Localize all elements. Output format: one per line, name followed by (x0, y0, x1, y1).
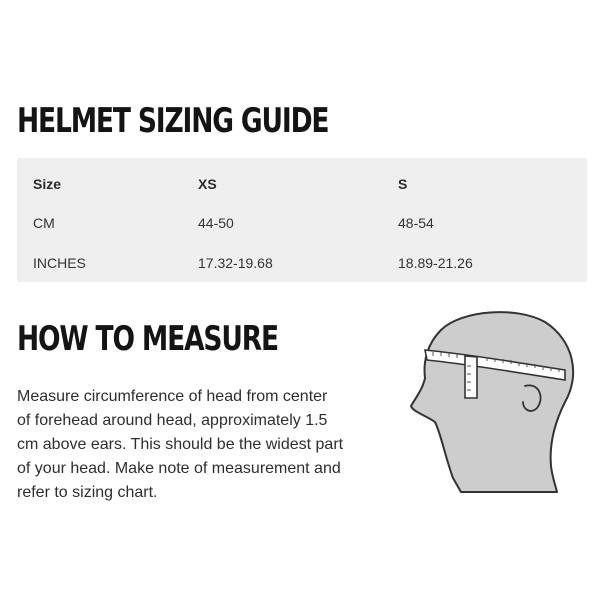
how-to-measure-title: HOW TO MEASURE (17, 319, 278, 359)
instruction-line: of forehead around head, approximately 1.5 (17, 412, 328, 429)
cm-xs-value: 44-50 (198, 215, 234, 231)
inches-s-value: 18.89-21.26 (398, 255, 473, 271)
cm-s-value: 48-54 (398, 215, 434, 231)
row-label-inches: INCHES (33, 255, 86, 271)
instruction-line: refer to sizing chart. (17, 484, 158, 501)
size-header-s: S (398, 176, 408, 192)
size-header-label: Size (33, 176, 62, 192)
size-header-xs: XS (198, 176, 217, 192)
page-title: HELMET SIZING GUIDE (17, 101, 329, 141)
instruction-line: Measure circumference of head from center (17, 388, 328, 405)
row-label-cm: CM (33, 215, 55, 231)
inches-xs-value: 17.32-19.68 (198, 255, 273, 271)
instruction-line: cm above ears. This should be the widest part (17, 436, 344, 453)
size-table (17, 158, 587, 282)
instruction-line: of your head. Make note of measurement and (17, 460, 341, 477)
head-measuring-tape-icon (405, 306, 590, 496)
measure-instructions (17, 385, 397, 505)
